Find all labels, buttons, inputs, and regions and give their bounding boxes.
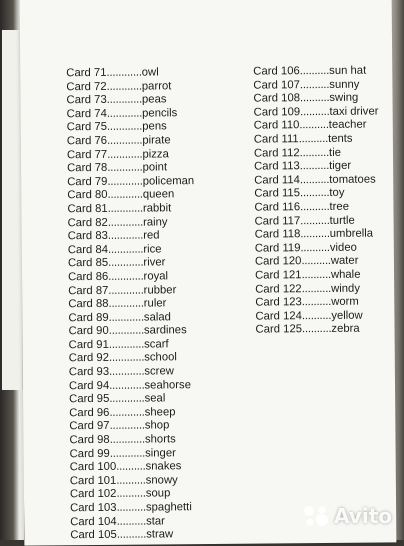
dot-leader: ..........	[116, 501, 147, 514]
list-item	[255, 255, 380, 270]
card-word: soup	[145, 487, 171, 500]
dot-leader: ..........	[299, 92, 330, 105]
card-label: Card 77	[66, 148, 108, 161]
list-item	[69, 392, 196, 407]
list-item	[255, 323, 380, 338]
card-word: star	[146, 514, 165, 528]
dot-leader: ............	[107, 229, 144, 242]
dot-leader: ............	[108, 324, 145, 338]
card-word: tents	[328, 132, 353, 145]
list-item	[68, 311, 195, 326]
list-item	[253, 78, 378, 93]
list-item	[69, 365, 196, 380]
dot-leader: ..........	[116, 460, 146, 474]
list-item	[68, 229, 195, 244]
card-label: Card 80	[67, 189, 108, 202]
card-word: ruler	[143, 297, 167, 310]
card-word: school	[144, 351, 177, 365]
card-label: Card 95	[69, 393, 110, 406]
list-item	[254, 187, 379, 202]
card-word: owl	[141, 66, 159, 79]
column-right	[253, 65, 380, 338]
list-item	[255, 282, 380, 297]
list-item	[68, 270, 195, 285]
dot-leader: ............	[107, 161, 143, 175]
card-word: sheep	[144, 406, 176, 419]
list-item	[255, 296, 380, 311]
dot-leader: ............	[107, 202, 143, 215]
card-word: sardines	[143, 324, 187, 337]
card-label: Card 123	[255, 296, 302, 309]
card-label: Card 73	[66, 94, 107, 107]
card-label: Card 120	[254, 255, 302, 268]
card-label: Card 117	[254, 214, 301, 228]
card-word: windy	[330, 282, 360, 295]
card-label: Card 96	[69, 406, 110, 420]
dot-leader: ..........	[301, 268, 331, 282]
card-word: snowy	[145, 474, 178, 487]
card-label: Card 100	[69, 461, 117, 474]
list-item	[68, 284, 195, 299]
card-label: Card 97	[69, 420, 110, 433]
card-label: Card 124	[255, 309, 302, 323]
list-item	[67, 188, 194, 203]
card-word: pencils	[142, 107, 178, 120]
list-item	[68, 243, 195, 258]
avito-dots-icon	[301, 504, 331, 528]
list-item	[253, 92, 378, 107]
dot-leader: ............	[109, 433, 146, 446]
dot-leader: ............	[108, 311, 144, 324]
dot-leader: ..........	[300, 105, 330, 118]
dot-leader: ............	[108, 284, 144, 297]
dot-leader: ..........	[299, 146, 330, 159]
list-item	[67, 202, 194, 217]
card-word: seahorse	[144, 378, 192, 392]
card-word: pens	[142, 120, 167, 133]
list-item	[255, 241, 380, 256]
dot-leader: ............	[106, 120, 143, 134]
card-word: pirate	[142, 134, 171, 147]
card-word: scarf	[144, 338, 169, 351]
card-label: Card 121	[255, 269, 302, 282]
card-word: worm	[331, 295, 359, 309]
card-word: sun hat	[329, 64, 367, 77]
card-label: Card 91	[68, 338, 109, 352]
dot-leader: ............	[109, 419, 145, 433]
list-item	[67, 148, 194, 163]
card-word: swing	[329, 91, 359, 105]
dot-leader: ..........	[116, 487, 146, 501]
card-label: Card 102	[69, 488, 117, 501]
card-label: Card 112	[253, 146, 300, 160]
card-word: tree	[329, 200, 350, 213]
dot-leader: ............	[107, 175, 143, 188]
card-word: rainy	[143, 215, 168, 229]
card-label: Card 78	[67, 162, 108, 175]
dot-leader: ..........	[299, 187, 330, 200]
list-item	[254, 146, 379, 161]
dot-leader: ............	[109, 365, 145, 378]
dot-leader: ............	[108, 352, 145, 365]
dot-leader: ..........	[300, 214, 330, 227]
card-word: tomatoes	[329, 173, 376, 186]
list-item	[254, 200, 379, 215]
card-label: Card 81	[67, 202, 108, 216]
card-word: peas	[141, 93, 167, 106]
list-item	[68, 324, 195, 339]
card-word: taxi driver	[329, 105, 379, 118]
card-label: Card 86	[68, 270, 109, 284]
card-word: singer	[145, 446, 176, 460]
dot-leader: ............	[107, 188, 143, 202]
dot-leader: ............	[107, 134, 143, 147]
card-word: spaghetti	[145, 501, 192, 514]
card-word: shorts	[144, 433, 176, 446]
card-label: Card 104	[70, 515, 117, 528]
watermark-text: Avito	[334, 504, 392, 528]
card-word: turtle	[329, 214, 355, 227]
list-item	[68, 297, 195, 312]
dot-leader: ..........	[298, 132, 329, 146]
card-word: zebra	[331, 322, 360, 336]
card-label: Card 101	[69, 474, 117, 488]
list-item	[254, 105, 379, 120]
card-label: Card 71	[66, 66, 107, 80]
dot-leader: ..........	[301, 296, 332, 309]
card-label: Card 89	[68, 311, 109, 324]
card-label: Card 122	[255, 282, 302, 296]
dot-leader: ............	[109, 392, 145, 406]
card-label: Card 92	[68, 352, 110, 365]
card-word: point	[142, 161, 168, 174]
list-item	[70, 474, 197, 489]
card-word: rice	[143, 243, 162, 256]
card-word: water	[330, 254, 359, 268]
card-label: Card 111	[253, 133, 299, 146]
card-word: royal	[143, 270, 169, 283]
card-label: Card 108	[253, 92, 301, 105]
card-label: Card 87	[68, 284, 109, 297]
card-label: Card 125	[255, 323, 303, 336]
list-item	[254, 119, 379, 134]
dot-leader: ............	[106, 80, 142, 93]
dot-leader: ..........	[299, 78, 330, 91]
list-item	[67, 175, 194, 190]
card-label: Card 119	[254, 241, 301, 255]
list-item	[66, 80, 193, 95]
list-item	[254, 173, 379, 188]
card-label: Card 75	[66, 121, 108, 134]
dot-leader: ............	[107, 216, 144, 229]
list-item	[66, 66, 193, 81]
card-word: video	[329, 241, 357, 254]
card-word: queen	[142, 188, 175, 201]
card-word: whale	[330, 268, 361, 281]
card-word: pizza	[142, 147, 169, 161]
card-label: Card 72	[66, 80, 107, 93]
card-label: Card 98	[69, 433, 110, 447]
card-label: Card 110	[253, 119, 300, 132]
card-word: shop	[144, 419, 170, 432]
card-label: Card 88	[68, 297, 109, 311]
dot-leader: ............	[107, 243, 144, 256]
list-item	[70, 501, 197, 516]
dot-leader: ..........	[116, 515, 147, 528]
list-item	[68, 216, 195, 231]
card-label: Card 105	[70, 528, 117, 542]
card-word: sunny	[329, 78, 360, 91]
card-label: Card 103	[70, 501, 117, 515]
dot-leader: ..........	[116, 528, 147, 541]
dot-leader: ............	[108, 338, 145, 351]
dot-leader: ............	[108, 270, 144, 283]
card-label: Card 94	[68, 379, 110, 392]
card-label: Card 118	[254, 228, 301, 241]
card-word: screw	[144, 365, 174, 378]
card-word: parrot	[141, 79, 172, 93]
list-item	[66, 93, 193, 108]
list-item	[254, 132, 379, 147]
card-label: Card 114	[254, 173, 300, 187]
dot-leader: ..........	[116, 474, 146, 487]
list-item	[255, 228, 380, 243]
card-word: tiger	[329, 159, 352, 173]
card-word: tie	[328, 146, 342, 159]
list-item	[70, 447, 197, 462]
list-item	[67, 134, 194, 149]
list-item	[255, 309, 380, 324]
card-label: Card 82	[67, 216, 108, 229]
card-word: river	[143, 256, 166, 269]
card-label: Card 90	[68, 325, 109, 338]
card-word: rabbit	[142, 202, 172, 215]
list-item	[69, 406, 196, 421]
dot-leader: ..........	[301, 323, 332, 336]
list-item	[67, 107, 194, 122]
card-label: Card 74	[66, 107, 107, 121]
card-label: Card 83	[67, 229, 108, 243]
list-item	[255, 268, 380, 283]
list-item	[255, 214, 380, 229]
dot-leader: ............	[106, 107, 143, 120]
list-item	[70, 488, 197, 503]
list-item	[67, 161, 194, 176]
dot-leader: ............	[109, 406, 145, 419]
card-label: Card 85	[67, 257, 109, 270]
card-word: straw	[146, 528, 174, 541]
card-label: Card 79	[67, 175, 108, 188]
card-word: toy	[329, 187, 345, 200]
dot-leader: ..........	[301, 282, 332, 295]
list-item	[69, 420, 196, 435]
card-word: salad	[143, 311, 171, 324]
dot-leader: ............	[106, 93, 143, 107]
card-word: policeman	[142, 174, 195, 188]
card-word: red	[143, 229, 160, 242]
dot-leader: ..........	[301, 309, 332, 322]
card-word: rubber	[143, 283, 177, 297]
dot-leader: ............	[109, 379, 145, 392]
list-item	[254, 160, 379, 175]
list-item	[70, 528, 197, 543]
card-label: Card 93	[68, 365, 110, 379]
list-item	[67, 120, 194, 135]
word-list-sheet	[20, 0, 397, 546]
column-left	[66, 66, 197, 543]
dot-leader: ..........	[299, 160, 330, 173]
card-label: Card 84	[67, 243, 109, 256]
list-item	[70, 515, 197, 530]
list-item	[69, 379, 196, 394]
dot-leader: ............	[108, 297, 144, 310]
card-label: Card 113	[254, 160, 300, 173]
dot-leader: ..........	[301, 255, 331, 268]
card-label: Card 116	[254, 201, 301, 214]
card-word: teacher	[328, 118, 367, 132]
dot-leader: ............	[108, 256, 144, 270]
dot-leader: ............	[106, 66, 142, 79]
card-word: umbrella	[329, 227, 374, 241]
dot-leader: ..........	[300, 241, 330, 254]
list-item	[69, 338, 196, 353]
list-item	[69, 352, 196, 367]
list-item	[69, 433, 196, 448]
dot-leader: ..........	[300, 200, 330, 214]
dot-leader: ..........	[299, 64, 330, 78]
avito-watermark	[301, 504, 392, 528]
card-word: yellow	[331, 309, 363, 322]
list-item	[68, 256, 195, 271]
card-label: Card 115	[254, 187, 301, 200]
dot-leader: ..........	[300, 228, 330, 241]
card-label: Card 109	[253, 105, 301, 119]
card-word: snakes	[145, 460, 182, 473]
dot-leader: ............	[109, 447, 146, 460]
list-item	[253, 65, 378, 80]
card-label: Card 106	[253, 65, 300, 78]
dot-leader: ..........	[299, 173, 330, 186]
card-label: Card 107	[253, 78, 300, 92]
card-label: Card 99	[69, 447, 110, 460]
dot-leader: ..........	[299, 119, 329, 132]
card-word: seal	[144, 392, 166, 405]
dot-leader: ............	[107, 148, 143, 161]
card-label: Card 76	[66, 134, 108, 148]
list-item	[70, 460, 197, 475]
